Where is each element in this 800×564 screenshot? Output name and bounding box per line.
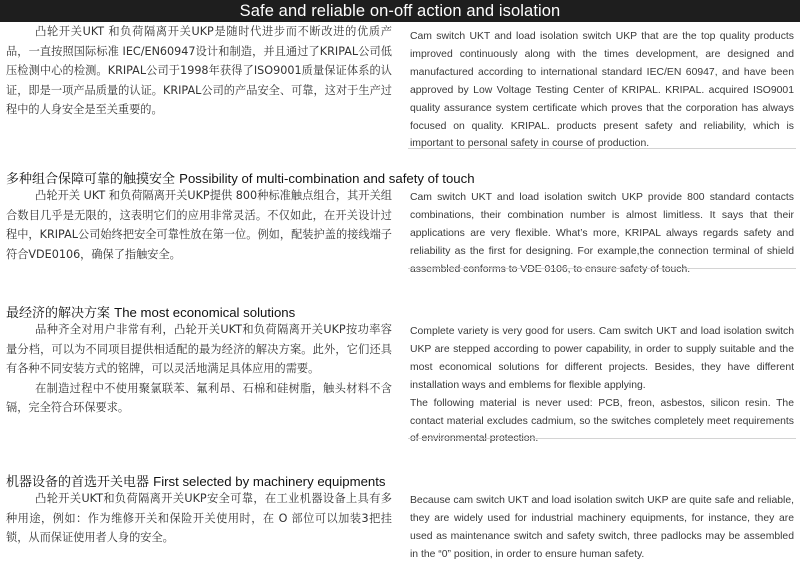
section-1-en-text <box>410 28 794 153</box>
section-2-en-text <box>410 189 794 279</box>
section-4-heading-cn: 机器设备的首选开关电器 <box>6 475 150 490</box>
section-2-heading-cn: 多种组合保障可靠的触摸安全 <box>6 172 176 187</box>
section-4-heading <box>6 471 386 490</box>
section-2-en-paragraph: Cam switch UKT and load isolation switch UKP provide 800 standard contacts combinations, their combination number is almost limitless. It says that their applications are very flexible. What’s more, KRIPAL always regards safety and reliability as the first for designing. For example,the connection terminal of shield assembled conforms to VDE 0106, to ensure safety of touch. <box>410 192 794 275</box>
section-1-en-paragraph: Cam switch UKT and load isolation switch UKP that are the top quality products improved continuously along with the times development, are designed and manufactured according to international standard IEC/EN 60947, and have been approved by Low Voltage Testing Center of KRIPAL. KRIPAL. acquired ISO9001 quality assurance system certificate which proves that the corporation has always focused on quality. KRIPAL. products present safety and reliability, which is important to personal safety in course of production. <box>410 31 794 150</box>
section-3-en-paragraph-1: Complete variety is very good for users. Cam switch UKT and load isolation switch UKP are stepped according to power capability, in order to supply suitable and the most economical solutions for different projects. Besides, they have different installation ways and emblems for flexible applying. <box>410 326 794 391</box>
section-2-heading-en: Possibility of multi-combination and safety of touch <box>179 171 475 186</box>
section-3-en-text <box>410 323 794 448</box>
section-4-heading-en: First selected by machinery equipments <box>153 474 386 489</box>
section-2-divider <box>408 268 796 269</box>
section-2-cn-paragraph: 凸轮开关 UKT 和负荷隔离开关UKP提供 800种标准触点组合，其开关组合数目几乎是无限的，这表明它们的应用非常灵活。不仅如此，在开关设计过程中，KRIPAL公司始终把安全可靠性放在第一位。例如，配装护盖的接线端子符合VDE0106，确保了指触安全。 <box>6 189 392 261</box>
section-1-cn-paragraph: 凸轮开关UKT 和负荷隔离开关UKP是随时代进步而不断改进的优质产品，一直按照国际标准 IEC/EN60947设计和制造，并且通过了KRIPAL公司低压检测中心的检测。KRIPAL公司于1998年获得了ISO9001质量保证体系的认证，即是一项产品质量的认证。KRIPAL公司的产品安全、可靠，这对于生产过程中的人身安全是至关重要的。 <box>6 25 392 117</box>
page-banner: Safe and reliable on-off action and isolation <box>0 0 800 22</box>
section-2-cn-text <box>6 186 392 264</box>
section-3-heading <box>6 302 295 321</box>
section-1-cn-text <box>6 22 392 120</box>
section-4-cn-text <box>6 489 392 548</box>
section-3-divider <box>408 438 796 439</box>
section-4-cn-paragraph: 凸轮开关UKT和负荷隔离开关UKP安全可靠，在工业机器设备上具有多种用途，例如：作为维修开关和保险开关使用时，在 O 部位可以加装3把挂锁，从而保证使用者人身的安全。 <box>6 492 392 545</box>
section-4-en-paragraph: Because cam switch UKT and load isolation switch UKP are quite safe and reliable, they are widely used for industrial machinery equipments, for instance, they are used as maintenance switch and safety switch, three padlocks may be assembled in the “0” position, in order to ensure human safety. <box>410 495 794 560</box>
section-3-heading-cn: 最经济的解决方案 <box>6 306 111 321</box>
section-3-cn-paragraph-2: 在制造过程中不使用聚氯联苯、氟利昂、石棉和硅树脂，触头材料不含镉，完全符合环保要求。 <box>6 381 392 415</box>
section-3-heading-en: The most economical solutions <box>114 305 296 320</box>
section-2-heading <box>6 168 475 187</box>
section-3-en-paragraph-2: The following material is never used: PCB, freon, asbestos, silicon resin. The contact material excludes cadmium, so the switches completely meet requirements of environmental protection. <box>410 397 794 445</box>
section-3-cn-paragraph-1: 品种齐全对用户非常有利，凸轮开关UKT和负荷隔离开关UKP按功率容量分档，可以为不同项目提供相适配的最为经济的解决方案。此外，它们还具有各种不同安装方式的铭牌，可以灵活地满足具体应用的需要。 <box>6 323 392 376</box>
section-3-cn-text <box>6 320 392 418</box>
section-1-divider <box>408 148 796 149</box>
section-4-en-text <box>410 492 794 564</box>
